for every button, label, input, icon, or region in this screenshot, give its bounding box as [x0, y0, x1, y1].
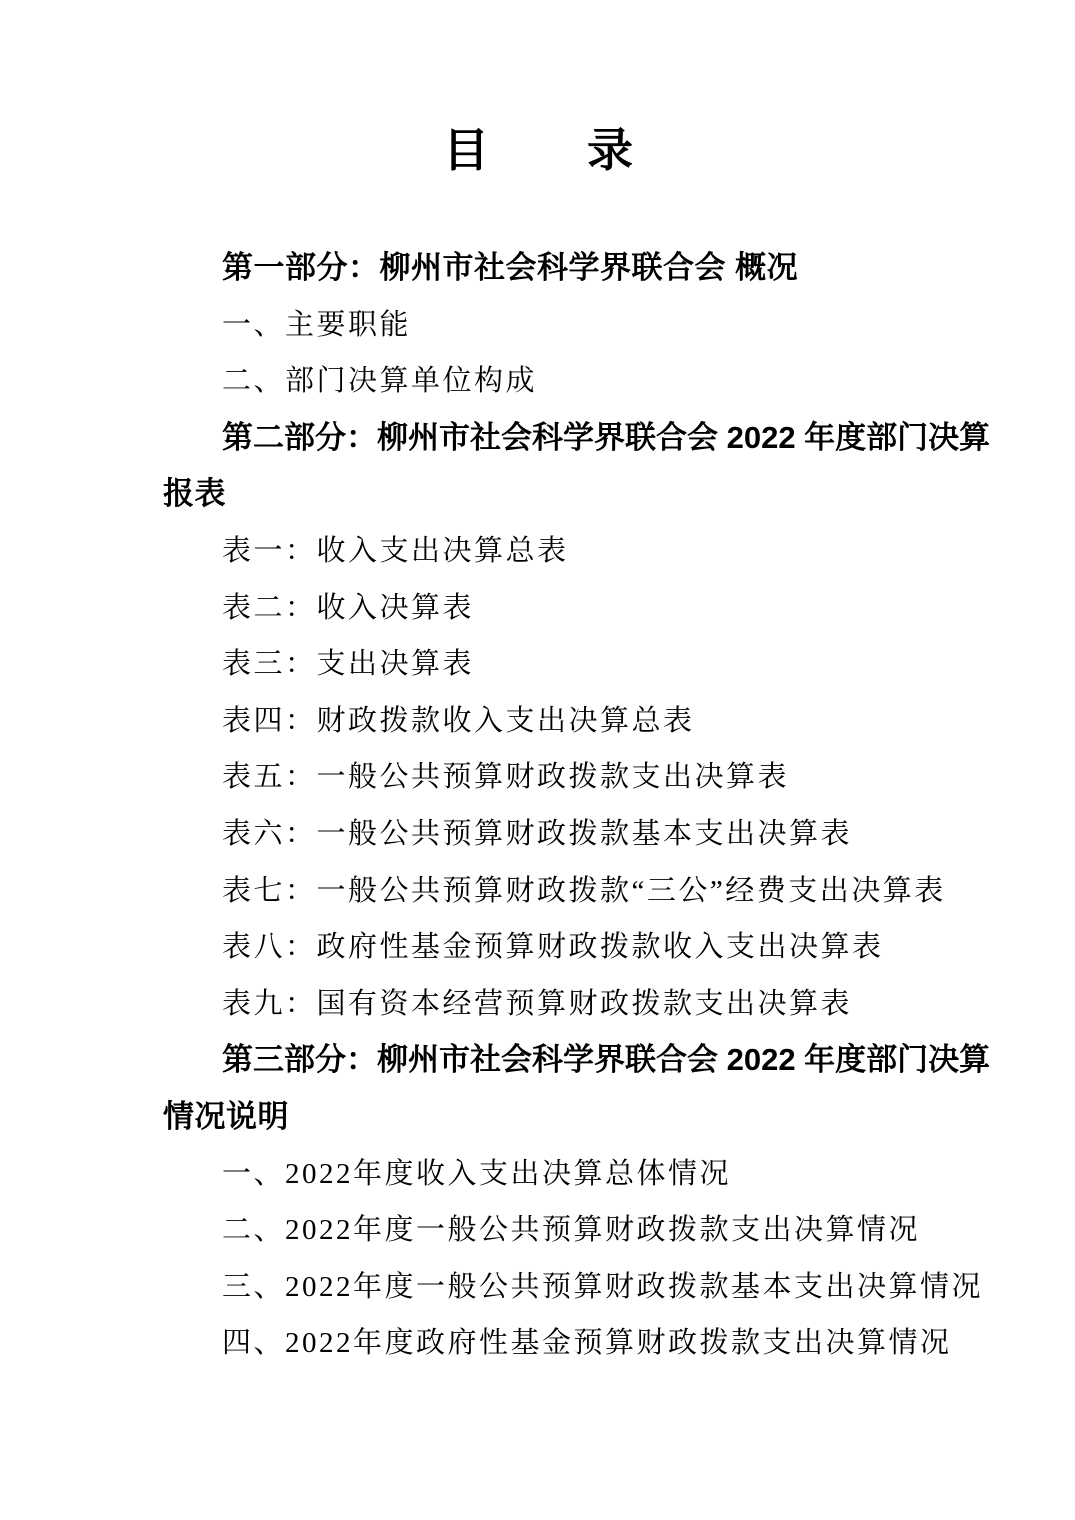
toc-entry: 二、2022年度一般公共预算财政拨款支出决算情况 [222, 1214, 921, 1247]
page-title: 目 录 [443, 124, 635, 176]
toc-entry: 表四：财政拨款收入支出决算总表 [222, 704, 695, 737]
toc-entry: 表六：一般公共预算财政拨款基本支出决算表 [222, 817, 853, 850]
toc-section-3-heading-cont: 情况说明 [163, 1098, 289, 1134]
toc-entry: 表二：收入决算表 [222, 591, 475, 624]
toc-entry: 表九：国有资本经营预算财政拨款支出决算表 [222, 987, 853, 1020]
toc-entry: 二、部门决算单位构成 [222, 365, 538, 398]
table-of-contents [163, 240, 991, 1372]
toc-entry: 三、2022年度一般公共预算财政拨款基本支出决算情况 [222, 1270, 984, 1303]
toc-section-3-heading: 第三部分：柳州市社会科学界联合会 2022 年度部门决算 [222, 1042, 991, 1078]
toc-entry: 表三：支出决算表 [222, 648, 475, 681]
toc-entry: 表五：一般公共预算财政拨款支出决算表 [222, 761, 790, 794]
toc-entry: 一、主要职能 [222, 308, 412, 341]
toc-entry: 表七：一般公共预算财政拨款“三公”经费支出决算表 [222, 874, 946, 907]
toc-entry: 四、2022年度政府性基金预算财政拨款支出决算情况 [222, 1327, 952, 1360]
toc-entry: 一、2022年度收入支出决算总体情况 [222, 1157, 732, 1190]
toc-section-1-heading: 第一部分：柳州市社会科学界联合会 概况 [222, 250, 799, 285]
toc-section-2-heading: 第二部分：柳州市社会科学界联合会 2022 年度部门决算 [222, 419, 991, 455]
toc-section-2-heading-cont: 报表 [163, 476, 226, 512]
toc-entry: 表八：政府性基金预算财政拨款收入支出决算表 [222, 931, 884, 964]
toc-entry: 表一：收入支出决算总表 [222, 534, 569, 567]
